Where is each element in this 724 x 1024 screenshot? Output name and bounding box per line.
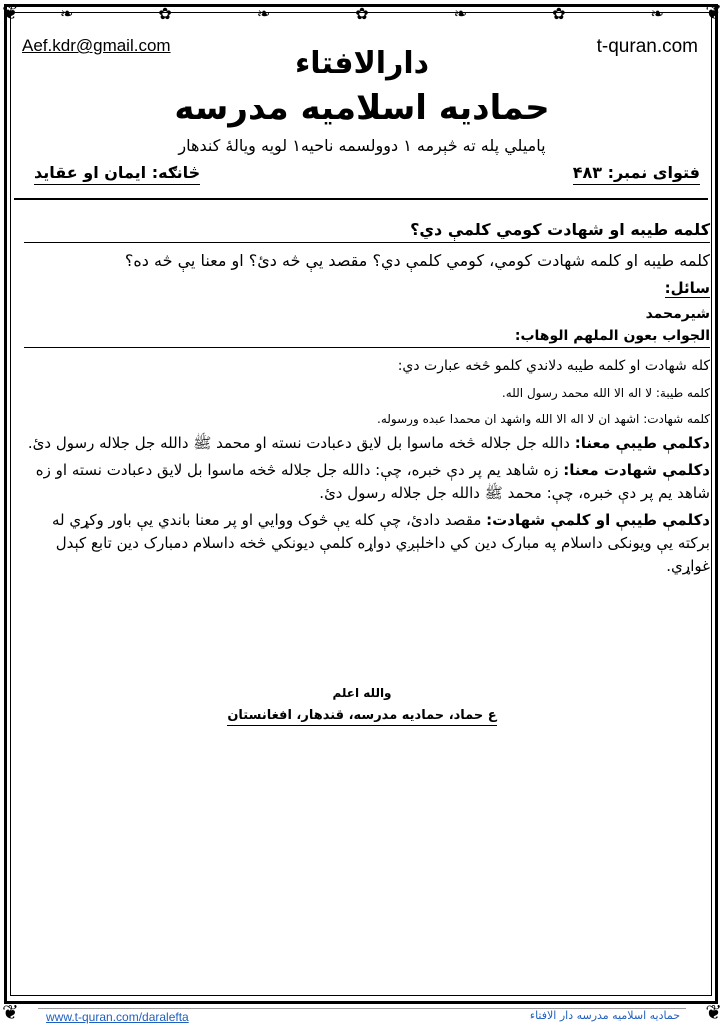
header-divider xyxy=(14,198,708,200)
flourish-icon: ✿ xyxy=(158,3,172,23)
answer-heading: الجواب بعون الملهم الوهاب: xyxy=(24,328,710,348)
question-heading: کلمه طيبه او شهادت کومي کلمې دي؟ xyxy=(24,220,710,243)
shahadat-meaning-paragraph xyxy=(24,459,710,505)
flourish-icon: ❧ xyxy=(256,3,271,23)
border-ornament-row xyxy=(60,2,664,24)
corner-ornament-icon: ❦ xyxy=(2,0,19,24)
flourish-icon: ❧ xyxy=(453,3,468,23)
website-link[interactable]: t-quran.com xyxy=(596,36,698,57)
flourish-icon: ✿ xyxy=(355,3,369,23)
footer-link[interactable]: www.t-quran.com/daralefta xyxy=(46,1010,189,1024)
flourish-icon: ❧ xyxy=(650,3,664,23)
kalima-shahadat-text: کلمه شهادت: اشهد ان لا اله الا الله واشهد ان محمدا عبده ورسوله. xyxy=(377,412,710,426)
corner-ornament-icon: ❦ xyxy=(705,0,722,24)
shahadat-meaning-label: دکلمې شهادت معنا: xyxy=(563,461,710,479)
asker-label: سائل: xyxy=(664,279,710,297)
fatwa-number: فتوای نمبر: ۴۸۳ xyxy=(573,163,700,185)
fatwa-body xyxy=(24,220,710,578)
signature-block xyxy=(0,686,724,726)
answer-intro: کله شهادت او کلمه طيبه دلاندي کلمو څخه عبارت دي: xyxy=(397,358,710,374)
purpose-paragraph xyxy=(24,509,710,578)
flourish-icon: ❧ xyxy=(60,3,74,23)
institution-title: حمادیه اسلامیه مدرسه xyxy=(174,88,550,128)
signatory: ع حماد، حماديه مدرسه، قندهار، افغانستان xyxy=(227,708,496,726)
address-line: پاميلي پله ته څېرمه ۱ دوولسمه ناحيه۱ لويه ويالهٔ کندهار xyxy=(178,136,546,155)
tayyiba-meaning-text: دالله جل جلاله څخه ماسوا بل لايق دعبادت نسته او محمد ﷺ دالله جل جلاله رسول دئ. xyxy=(27,434,570,452)
kalima-tayyiba-text: کلمه طيبة: لا اله الا الله محمد رسول الله. xyxy=(501,386,710,400)
question-text: کلمه طيبه او کلمه شهادت کومي، کومي کلمې دي؟ مقصد يې څه دئ؟ او معنا يې څه ده؟ xyxy=(124,251,710,270)
asker-name: شيرمحمد xyxy=(645,306,710,322)
flourish-icon: ✿ xyxy=(552,3,566,23)
tayyiba-meaning-label: دکلمې طيبې معنا: xyxy=(574,434,710,452)
category-label: څانګه: ايمان او عقايد xyxy=(34,163,200,185)
closing-phrase: والله اعلم xyxy=(332,686,392,700)
purpose-label: دکلمې طيبې او کلمې شهادت: xyxy=(486,511,710,529)
shahadat-meaning-text: زه شاهد يم پر دې خبره، چې: دالله جل جلاله څخه ماسوا بل لايق دعبادت نسته او زه شاهد يم پر دې خبره، چې: محمد ﷺ دالله جل جلاله رسول دئ. xyxy=(35,461,710,502)
corner-ornament-icon: ❦ xyxy=(2,1000,19,1024)
institution-subtitle: دارالافتاء xyxy=(294,46,430,81)
tayyiba-meaning-paragraph xyxy=(24,432,710,455)
footer-label: حماديه اسلاميه مدرسه دار الافتاء xyxy=(529,1009,680,1022)
contact-email-link[interactable]: Aef.kdr@gmail.com xyxy=(22,36,171,55)
purpose-text: مقصد دادئ، چې کله يې څوک ووايي او پر معنا باندي يې باور وکړي له برکته يې ويونکی داسلام په مبارک دين کي داخلېږي دواړه کلمې ديونکي څخه داسلام دمبارک دين تابع کېدل غواړي. xyxy=(51,511,710,575)
corner-ornament-icon: ❦ xyxy=(705,1000,722,1024)
